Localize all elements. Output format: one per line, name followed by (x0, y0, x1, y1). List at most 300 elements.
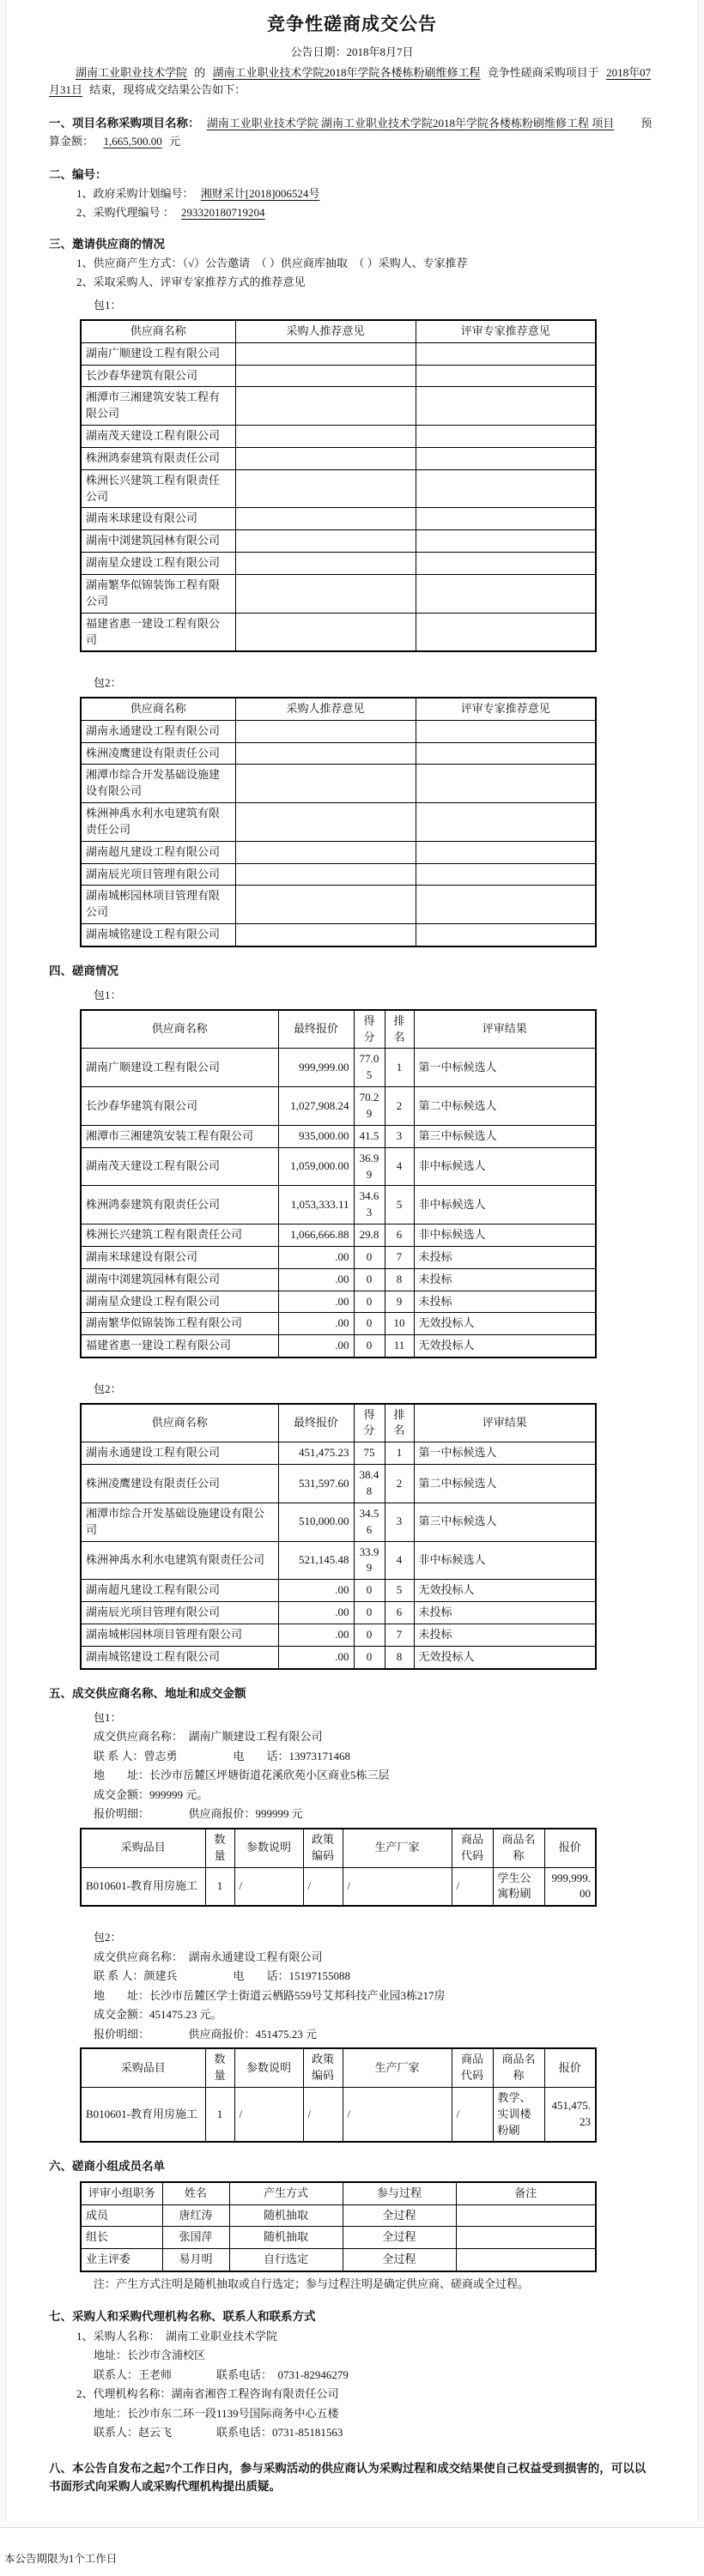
table-cell (416, 508, 596, 530)
table-cell (235, 447, 416, 469)
section-numbers (49, 166, 655, 221)
table-cell: 999,999.00 (544, 1867, 596, 1906)
table-cell: / (303, 2087, 343, 2142)
table-cell: 第三中标候选人 (414, 1503, 596, 1541)
package-1-label: 包1： (94, 1710, 122, 1724)
table-cell: 11 (385, 1335, 414, 1358)
table-cell: 0 (354, 1335, 385, 1358)
table-cell: / (343, 1867, 452, 1906)
detail-line: 联 系 人：曾志勇 电 话：13973171468 (94, 1749, 351, 1763)
table-cell: 长沙春华建筑有限公司 (81, 1087, 278, 1126)
announcement-page (5, 0, 699, 2522)
text-segment: 预算金额： (49, 117, 652, 148)
table-cell: 无效投标人 (414, 1313, 596, 1335)
table-cell: .00 (278, 1268, 354, 1291)
section-3-heading: 三、邀请供应商的情况 (49, 238, 165, 251)
table-cell: 无效投标人 (414, 1335, 596, 1358)
section-contacts (49, 2308, 655, 2441)
table-cell (416, 886, 596, 924)
table-cell (235, 530, 416, 553)
table-row (81, 553, 596, 575)
table-cell: 湖南永通建设工程有限公司 (81, 720, 235, 742)
table-row (81, 1503, 596, 1541)
package-2-label: 包2： (94, 1382, 122, 1396)
table-row (81, 863, 596, 886)
detail-line: 联系人：王老师 联系电话： 0731-82946279 (94, 2367, 349, 2381)
table-row (81, 1335, 596, 1358)
table-cell (235, 342, 416, 365)
column-header: 评审小组职务 (81, 2182, 162, 2204)
winner-2-details (49, 1949, 655, 2043)
invite-table-package-1 (80, 319, 597, 653)
table-cell: 湖南星众建设工程有限公司 (81, 1291, 278, 1313)
table-cell: 未投标 (414, 1291, 596, 1313)
table-cell: 湖南繁华似锦装饰工程有限公司 (81, 575, 235, 614)
table-cell (416, 469, 596, 508)
table-cell: 湖南米球建设有限公司 (81, 508, 235, 530)
table-cell: 935,000.00 (278, 1125, 354, 1147)
text-segment: 元 (166, 135, 181, 148)
table-cell: 湖南茂天建设工程有限公司 (81, 426, 235, 448)
column-header: 评审专家推荐意见 (416, 320, 596, 342)
table-cell: 8 (385, 1268, 414, 1291)
table-cell: 33.99 (354, 1541, 385, 1580)
table-cell: 5 (385, 1186, 414, 1225)
package-1-label: 包1： (94, 299, 122, 312)
table-cell: 0 (354, 1602, 385, 1624)
table-row (81, 1867, 596, 1906)
table-cell (416, 342, 596, 365)
table-cell: 1,027,908.24 (278, 1087, 354, 1126)
table-cell: .00 (278, 1335, 354, 1358)
column-header: 参数说明 (234, 1829, 303, 1867)
table-row (81, 342, 596, 365)
table-row (81, 803, 596, 842)
table-cell: 无效投标人 (414, 1646, 596, 1668)
table-cell: 999,999.00 (278, 1049, 354, 1087)
table-cell: 34.63 (354, 1186, 385, 1225)
table-cell: 0 (354, 1624, 385, 1646)
table-cell: 1,059,000.00 (278, 1147, 354, 1186)
table-cell: .00 (278, 1580, 354, 1602)
detail-line: 地址：长沙市含浦校区 (94, 2349, 206, 2362)
table-cell: 全过程 (343, 2204, 456, 2227)
table-cell: 株洲神禹水利水电建筑有限责任公司 (81, 1541, 278, 1580)
table-cell: 株洲鸿泰建筑有限责任公司 (81, 1186, 278, 1225)
detail-line: 报价明细： 供应商报价：451475.23 元 (94, 2027, 318, 2041)
table-cell: 0 (354, 1313, 385, 1335)
table-cell (416, 720, 596, 742)
table-cell (456, 2249, 596, 2271)
section-4-heading: 四、磋商情况 (49, 964, 118, 977)
table-cell: 株洲长兴建筑工程有限责任公司 (81, 469, 235, 508)
table-cell: 1 (205, 2087, 234, 2142)
table-cell: 湖南广顺建设工程有限公司 (81, 1049, 278, 1087)
table-cell: B010601-教育用房施工 (81, 1867, 205, 1906)
header-row (81, 2182, 596, 2204)
column-header: 政策编码 (303, 2048, 343, 2087)
table-cell: 湖南辰光项目管理有限公司 (81, 1602, 278, 1624)
table-cell: 0 (354, 1291, 385, 1313)
column-header: 供应商名称 (81, 1010, 278, 1049)
column-header: 供应商名称 (81, 1404, 278, 1442)
table-cell (235, 508, 416, 530)
table-cell (416, 841, 596, 863)
table-cell (235, 365, 416, 387)
invite-table-package-2 (80, 697, 597, 947)
table-cell: 随机抽取 (229, 2204, 343, 2227)
column-header: 排名 (385, 1404, 414, 1442)
section-consultation-results (49, 963, 655, 1670)
table-cell: 株洲凌鹰建设有限责任公司 (81, 742, 235, 765)
table-cell: 株洲鸿泰建筑有限责任公司 (81, 447, 235, 469)
table-cell: 湖南米球建设有限公司 (81, 1246, 278, 1268)
table-cell: 非中标候选人 (414, 1225, 596, 1247)
table-row (81, 1125, 596, 1147)
table-row (81, 1442, 596, 1465)
table-row (81, 1313, 596, 1335)
table-row (81, 1602, 596, 1624)
table-cell: 8 (385, 1646, 414, 1668)
table-cell: 未投标 (414, 1246, 596, 1268)
table-row (81, 365, 596, 387)
evaluation-table-package-1 (80, 1009, 597, 1358)
table-cell (416, 365, 596, 387)
table-row (81, 2227, 596, 2249)
table-cell: 510,000.00 (278, 1503, 354, 1541)
table-cell: 未投标 (414, 1268, 596, 1291)
table-cell: 5 (385, 1580, 414, 1602)
column-header: 评审结果 (414, 1010, 596, 1049)
table-cell: 0 (354, 1268, 385, 1291)
section-8-challenge-paragraph: 八、本公告自发布之起7个工作日内，参与采购活动的供应商认为采购过程和成交结果使自己权益受到损害的，可以以书面形式向采购人或采购代理机构提出质疑。 (49, 2461, 646, 2493)
table-cell: 易月明 (162, 2249, 229, 2271)
detail-line: 1、采购人名称： 湖南工业职业技术学院 (76, 2329, 278, 2343)
table-cell: 第一中标候选人 (414, 1049, 596, 1087)
table-cell: 湘潭市综合开发基础设施建设有限公司 (81, 765, 235, 803)
header-row (81, 1829, 596, 1867)
table-cell (416, 530, 596, 553)
column-header: 报价 (544, 2048, 596, 2087)
table-cell: 湖南星众建设工程有限公司 (81, 553, 235, 575)
column-header: 得分 (354, 1404, 385, 1442)
table-cell: / (303, 1867, 343, 1906)
column-header: 生产厂家 (343, 2048, 452, 2087)
table-cell: 未投标 (414, 1624, 596, 1646)
column-header: 商品名称 (493, 1829, 544, 1867)
table-cell: 学生公寓粉刷 (493, 1867, 544, 1906)
table-row (81, 508, 596, 530)
table-row (81, 469, 596, 508)
column-header: 商品名称 (493, 2048, 544, 2087)
table-row (81, 575, 596, 614)
section-project-name (49, 114, 655, 151)
table-cell (416, 387, 596, 426)
table-cell: 湘潭市三湘建筑安装工程有限公司 (81, 387, 235, 426)
table-cell: 451,475.23 (544, 2087, 596, 2142)
table-cell (416, 924, 596, 946)
table-cell (235, 720, 416, 742)
table-row (81, 1291, 596, 1313)
table-row (81, 2249, 596, 2271)
table-cell: 75 (354, 1442, 385, 1465)
table-cell: / (452, 2087, 493, 2142)
table-row (81, 426, 596, 448)
table-cell (235, 613, 416, 651)
table-cell: 3 (385, 1503, 414, 1541)
table-cell: 湖南超凡建设工程有限公司 (81, 841, 235, 863)
column-header: 评审结果 (414, 1404, 596, 1442)
table-row (81, 1246, 596, 1268)
table-cell: 成员 (81, 2204, 162, 2227)
underlined-value: 湖南工业职业技术学院 (76, 66, 188, 79)
detail-line: 地址：长沙市东二环一段1139号国际商务中心五楼 (94, 2406, 339, 2420)
table-cell: 湖南永通建设工程有限公司 (81, 1442, 278, 1465)
table-cell: 湖南城铭建设工程有限公司 (81, 1646, 278, 1668)
panel-members-table (80, 2181, 597, 2272)
table-cell: 34.56 (354, 1503, 385, 1541)
table-row (81, 530, 596, 553)
section-invited-suppliers (49, 236, 655, 947)
table-cell (416, 426, 596, 448)
column-header: 姓名 (162, 2182, 229, 2204)
column-header: 供应商名称 (81, 698, 235, 720)
section-5-heading: 五、成交供应商名称、地址和成交金额 (49, 1686, 246, 1700)
table-row (81, 447, 596, 469)
table-cell (235, 863, 416, 886)
detail-line: 成交金额：999999 元。 (94, 1787, 209, 1801)
column-header: 采购人推荐意见 (235, 320, 416, 342)
table-cell: 湖南繁华似锦装饰工程有限公司 (81, 1313, 278, 1335)
table-cell: 1 (385, 1049, 414, 1087)
table-cell (235, 765, 416, 803)
table-row (81, 765, 596, 803)
detail-line: 2、代理机构名称：湖南省湘咨工程咨询有限责任公司 (76, 2387, 339, 2401)
table-cell: 0 (354, 1580, 385, 1602)
table-cell: 湖南中浏建筑园林有限公司 (81, 530, 235, 553)
underlined-value: 湘财采计[2018]006524号 (200, 187, 320, 201)
table-row (81, 387, 596, 426)
table-cell: .00 (278, 1602, 354, 1624)
table-cell: 41.5 (354, 1125, 385, 1147)
table-cell: 9 (385, 1291, 414, 1313)
table-cell: 随机抽取 (229, 2227, 343, 2249)
text-segment: 的 (191, 66, 209, 79)
table-cell: 自行选定 (229, 2249, 343, 2271)
table-row (81, 1624, 596, 1646)
table-cell: 1 (385, 1442, 414, 1465)
table-cell (416, 575, 596, 614)
column-header: 评审专家推荐意见 (416, 698, 596, 720)
table-cell: 组长 (81, 2227, 162, 2249)
table-cell: 第一中标候选人 (414, 1442, 596, 1465)
package-2-label: 包2： (94, 676, 122, 690)
table-cell: .00 (278, 1246, 354, 1268)
column-header: 商品代码 (452, 2048, 493, 2087)
header-row (81, 1404, 596, 1442)
detail-line: 报价明细： 供应商报价：999999 元 (94, 1807, 303, 1821)
table-cell: .00 (278, 1624, 354, 1646)
table-cell (235, 841, 416, 863)
underlined-value: 1,665,500.00 (103, 135, 162, 148)
table-cell: 4 (385, 1541, 414, 1580)
table-cell: / (343, 2087, 452, 2142)
table-cell: 业主评委 (81, 2249, 162, 2271)
table-cell: 6 (385, 1602, 414, 1624)
table-cell (456, 2227, 596, 2249)
table-cell: .00 (278, 1646, 354, 1668)
column-header: 政策编码 (303, 1829, 343, 1867)
detail-line: 联系人：赵云飞 联系电话：0731-85181563 (94, 2426, 343, 2440)
table-cell: / (234, 1867, 303, 1906)
section-winning-suppliers (49, 1685, 655, 2144)
table-cell: 29.8 (354, 1225, 385, 1247)
table-row (81, 886, 596, 924)
table-cell: 第三中标候选人 (414, 1125, 596, 1147)
column-header: 得分 (354, 1010, 385, 1049)
intro-paragraph (49, 64, 655, 99)
column-header: 生产厂家 (343, 1829, 452, 1867)
table-cell (235, 886, 416, 924)
table-cell: 张国萍 (162, 2227, 229, 2249)
table-cell (235, 469, 416, 508)
table-cell: 70.29 (354, 1087, 385, 1126)
table-cell: / (234, 2087, 303, 2142)
table-row (81, 1147, 596, 1186)
text-segment: 2、采购代理编号 ： (76, 205, 178, 219)
table-cell (416, 742, 596, 765)
column-header: 排名 (385, 1010, 414, 1049)
column-header: 采购人推荐意见 (235, 698, 416, 720)
table-cell: 未投标 (414, 1602, 596, 1624)
column-header: 数量 (205, 1829, 234, 1867)
table-cell: 湖南城铭建设工程有限公司 (81, 924, 235, 946)
table-cell: 2 (385, 1465, 414, 1503)
agent-number-line (76, 204, 655, 221)
table-cell (416, 863, 596, 886)
table-row (81, 1541, 596, 1580)
table-cell: 湘潭市三湘建筑安装工程有限公司 (81, 1125, 278, 1147)
table-cell: 全过程 (343, 2249, 456, 2271)
column-header: 参数说明 (234, 2048, 303, 2087)
text-segment: 竞争性磋商采购项目于 (484, 66, 603, 79)
table-row (81, 1225, 596, 1247)
announce-date-line: 公告日期：2018年8月7日 (290, 45, 414, 58)
table-cell: 湖南中浏建筑园林有限公司 (81, 1268, 278, 1291)
column-header: 参与过程 (343, 2182, 456, 2204)
underlined-value: 293320180719204 (181, 205, 265, 219)
table-cell: 福建省惠一建设工程有限公司 (81, 1335, 278, 1358)
column-header: 供应商名称 (81, 320, 235, 342)
table-cell (416, 447, 596, 469)
table-cell: 1,053,333.11 (278, 1186, 354, 1225)
table-cell: 湖南茂天建设工程有限公司 (81, 1147, 278, 1186)
table-cell: 0 (354, 1246, 385, 1268)
package-1-label: 包1： (94, 989, 122, 1002)
column-header: 数量 (205, 2048, 234, 2087)
underlined-value: 湖南工业职业技术学院2018年学院各楼栋粉刷维修工程 (212, 66, 481, 79)
section-6-heading: 六、磋商小组成员名单 (49, 2160, 165, 2174)
table-row (81, 613, 596, 651)
plan-number-line (76, 185, 655, 203)
table-row (81, 2204, 596, 2227)
items-table-package-2 (80, 2047, 597, 2143)
table-cell: 全过程 (343, 2227, 456, 2249)
table-cell: 36.99 (354, 1147, 385, 1186)
table-row (81, 742, 596, 765)
table-row (81, 1465, 596, 1503)
table-cell: 长沙春华建筑有限公司 (81, 365, 235, 387)
table-cell (235, 803, 416, 842)
table-cell: 6 (385, 1225, 414, 1247)
table-cell: 0 (354, 1646, 385, 1668)
header-row (81, 2048, 596, 2087)
column-header: 最终报价 (278, 1010, 354, 1049)
table-cell: 湖南超凡建设工程有限公司 (81, 1580, 278, 1602)
table-cell: 福建省惠一建设工程有限公司 (81, 613, 235, 651)
text-segment: 结束，现将成交结果公告如下： (87, 83, 246, 97)
table-cell: 第二中标候选人 (414, 1087, 596, 1126)
table-cell: 531,597.60 (278, 1465, 354, 1503)
section-1-heading: 一、项目名称采购项目名称： (49, 117, 200, 130)
table-cell: 湘潭市综合开发基础设施建设有限公司 (81, 1503, 278, 1541)
table-cell (235, 742, 416, 765)
detail-line: 地 址：长沙市岳麓区坪塘街道花溪欣苑小区商业5栋三层 (94, 1769, 390, 1782)
table-cell (416, 613, 596, 651)
table-cell (235, 387, 416, 426)
underlined-value: 2018年07月31日 (49, 66, 652, 97)
table-cell: 湖南城彬园林项目管理有限公司 (81, 1624, 278, 1646)
evaluation-table-package-2 (80, 1403, 597, 1670)
detail-line: 成交供应商名称： 湖南永通建设工程有限公司 (94, 1950, 323, 1963)
table-cell: 教学、实训楼粉刷 (493, 2087, 544, 2142)
winner-1-details (49, 1728, 655, 1823)
column-header: 产生方式 (229, 2182, 343, 2204)
column-header: 采购品目 (81, 1829, 205, 1867)
package-2-label: 包2： (94, 1931, 122, 1944)
supplier-source-line: 1、供应商产生方式：（√）公告邀请 （ ）供应商库抽取 （ ）采购人、专家推荐 (76, 257, 468, 270)
underlined-value: 湖南工业职业技术学院 湖南工业职业技术学院2018年学院各楼栋粉刷维修工程 项目 (206, 117, 615, 130)
column-header: 报价 (544, 1829, 596, 1867)
table-row (81, 841, 596, 863)
section-panel-members (49, 2158, 655, 2292)
page-title: 竞争性磋商成交公告 (267, 14, 437, 34)
footer-note: 本公告期限为1个工作日 (0, 2527, 704, 2576)
table-cell: 451,475.23 (278, 1442, 354, 1465)
table-cell: 7 (385, 1246, 414, 1268)
table-row (81, 1186, 596, 1225)
header-row (81, 1010, 596, 1049)
header-row (81, 698, 596, 720)
table-cell: 非中标候选人 (414, 1186, 596, 1225)
table-cell: 无效投标人 (414, 1580, 596, 1602)
table-cell: 521,145.48 (278, 1541, 354, 1580)
table-cell: 第二中标候选人 (414, 1465, 596, 1503)
table-cell: 7 (385, 1624, 414, 1646)
table-cell (235, 553, 416, 575)
table-row (81, 720, 596, 742)
column-header: 商品代码 (452, 1829, 493, 1867)
column-header: 备注 (456, 2182, 596, 2204)
table-cell (235, 426, 416, 448)
table-cell: 3 (385, 1125, 414, 1147)
table-cell: 湖南辰光项目管理有限公司 (81, 863, 235, 886)
table-cell: 唐红涛 (162, 2204, 229, 2227)
column-header: 最终报价 (278, 1404, 354, 1442)
text-segment: 1、政府采购计划编号： (76, 187, 197, 201)
table-cell: .00 (278, 1291, 354, 1313)
table-cell: B010601-教育用房施工 (81, 2087, 205, 2142)
